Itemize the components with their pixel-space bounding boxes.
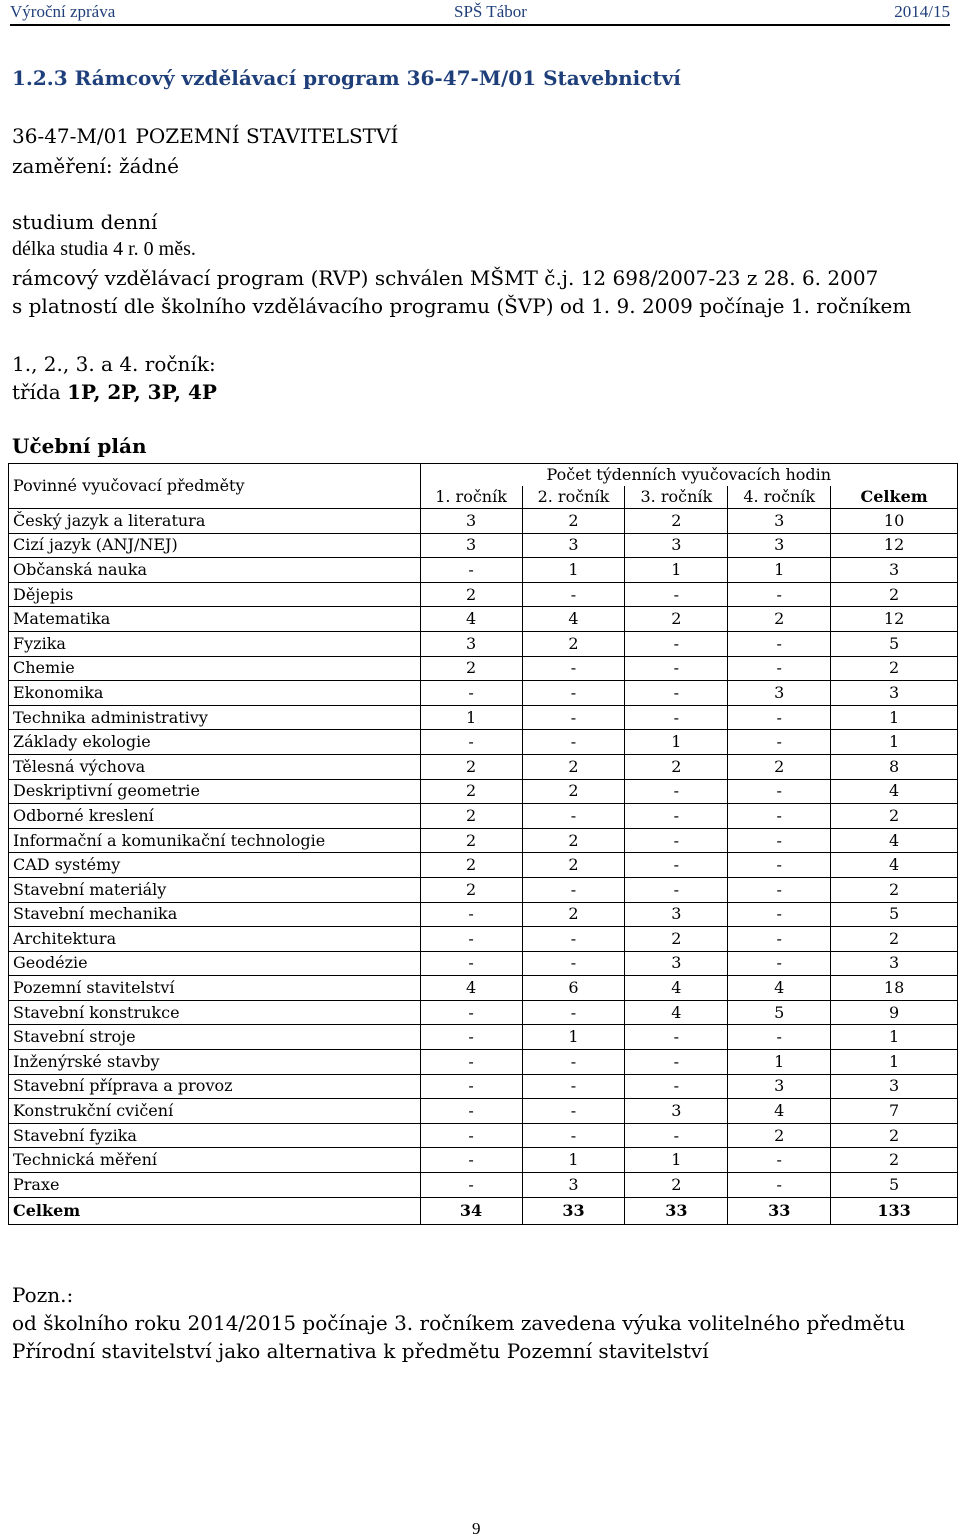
hours-cell: - (522, 705, 625, 730)
hours-cell: - (420, 902, 522, 927)
note-line-2: Přírodní stavitelství jako alternativa k předmětu Pozemní stavitelství (12, 1339, 709, 1363)
subject-cell: Odborné kreslení (9, 804, 421, 829)
hours-cell: - (728, 1173, 831, 1198)
section-heading: 1.2.3 Rámcový vzdělávací program 36-47-M/01 Stavebnictví (12, 66, 681, 90)
total-cell: 1 (831, 730, 958, 755)
svp-validity: s platností dle školního vzdělávacího programu (ŠVP) od 1. 9. 2009 počínaje 1. ročníkem (12, 294, 912, 318)
table-row (9, 804, 958, 829)
subject-cell: Architektura (9, 927, 421, 952)
hours-cell: 2 (728, 754, 831, 779)
hours-cell: 2 (420, 828, 522, 853)
table-row (9, 902, 958, 927)
table-row (9, 1148, 958, 1173)
hours-cell: - (420, 558, 522, 583)
total-cell: 2 (831, 804, 958, 829)
hours-cell: - (728, 804, 831, 829)
hours-cell: 1 (420, 705, 522, 730)
hours-cell: - (728, 582, 831, 607)
hours-cell: 3 (625, 902, 728, 927)
table-row (9, 779, 958, 804)
hours-cell: 3 (625, 1099, 728, 1124)
subject-cell: Matematika (9, 607, 421, 632)
hours-cell: 2 (625, 754, 728, 779)
hours-cell: - (522, 582, 625, 607)
rvp-approval: rámcový vzdělávací program (RVP) schválen MŠMT č.j. 12 698/2007-23 z 28. 6. 2007 (12, 266, 879, 290)
table-row (9, 607, 958, 632)
table-row (9, 558, 958, 583)
study-form: studium denní (12, 210, 158, 234)
hours-cell: 2 (625, 509, 728, 534)
subject-cell: Deskriptivní geometrie (9, 779, 421, 804)
hours-cell: - (420, 1099, 522, 1124)
note-line-1: od školního roku 2014/2015 počínaje 3. ročníkem zavedena výuka volitelného předmětu (12, 1311, 906, 1335)
hours-cell: 2 (522, 828, 625, 853)
hours-cell: - (625, 1025, 728, 1050)
classes-line (12, 380, 217, 404)
hours-cell: - (625, 779, 728, 804)
year-2-header: 2. ročník (522, 486, 625, 509)
hours-cell: 33 (625, 1197, 728, 1224)
hours-column-group-header: Počet týdenních vyučovacích hodin (420, 464, 957, 487)
total-cell: 12 (831, 533, 958, 558)
running-header (10, 0, 950, 26)
table-row (9, 631, 958, 656)
hours-cell: 3 (522, 1173, 625, 1198)
hours-cell: - (522, 804, 625, 829)
hours-cell: 3 (728, 681, 831, 706)
total-cell: 3 (831, 1074, 958, 1099)
years-label: 1., 2., 3. a 4. ročník: (12, 352, 216, 376)
hours-cell: 4 (728, 1099, 831, 1124)
hours-cell: 3 (420, 631, 522, 656)
hours-cell: - (728, 877, 831, 902)
hours-cell: - (420, 730, 522, 755)
hours-cell: - (728, 779, 831, 804)
hours-cell: - (728, 1148, 831, 1173)
total-cell: 5 (831, 631, 958, 656)
total-cell: 7 (831, 1099, 958, 1124)
hours-cell: 1 (625, 558, 728, 583)
hours-cell: - (420, 1074, 522, 1099)
hours-cell: 3 (625, 951, 728, 976)
subject-cell: Technika administrativy (9, 705, 421, 730)
hours-cell: 2 (420, 656, 522, 681)
total-cell: 133 (831, 1197, 958, 1224)
hours-cell: - (420, 681, 522, 706)
year-3-header: 3. ročník (625, 486, 728, 509)
hours-cell: - (728, 927, 831, 952)
hours-cell: - (728, 705, 831, 730)
hours-cell: 2 (420, 779, 522, 804)
total-cell: 2 (831, 656, 958, 681)
program-focus: zaměření: žádné (12, 154, 180, 178)
program-name: 36-47-M/01 POZEMNÍ STAVITELSTVÍ (12, 124, 399, 148)
subject-cell: Ekonomika (9, 681, 421, 706)
classes-list: 1P, 2P, 3P, 4P (67, 380, 217, 404)
table-row (9, 533, 958, 558)
hours-cell: 33 (728, 1197, 831, 1224)
page-number: 9 (472, 1519, 481, 1538)
total-cell: 2 (831, 582, 958, 607)
table-row (9, 951, 958, 976)
hours-cell: 3 (728, 509, 831, 534)
hours-cell: - (420, 1123, 522, 1148)
subject-cell: Dějepis (9, 582, 421, 607)
hours-cell: 1 (625, 1148, 728, 1173)
hours-cell: - (625, 828, 728, 853)
subject-cell: Stavební stroje (9, 1025, 421, 1050)
table-body (9, 509, 958, 1225)
total-cell: 12 (831, 607, 958, 632)
table-row (9, 1123, 958, 1148)
hours-cell: 2 (522, 902, 625, 927)
total-cell: 9 (831, 1000, 958, 1025)
hours-cell: - (522, 1000, 625, 1025)
hours-cell: 2 (420, 582, 522, 607)
hours-cell: 34 (420, 1197, 522, 1224)
table-row (9, 509, 958, 534)
hours-cell: 1 (522, 558, 625, 583)
hours-cell: 4 (625, 976, 728, 1001)
hours-cell: 3 (420, 533, 522, 558)
total-cell: 2 (831, 1123, 958, 1148)
total-cell: 10 (831, 509, 958, 534)
hours-cell: 4 (728, 976, 831, 1001)
hours-cell: - (522, 1123, 625, 1148)
total-cell: 4 (831, 828, 958, 853)
hours-cell: 2 (522, 754, 625, 779)
hours-cell: - (625, 656, 728, 681)
hours-cell: 3 (420, 509, 522, 534)
hours-cell: 1 (728, 558, 831, 583)
header-school-name: SPŠ Tábor (454, 2, 527, 21)
hours-cell: - (728, 828, 831, 853)
subject-cell: Stavební příprava a provoz (9, 1074, 421, 1099)
hours-cell: - (522, 927, 625, 952)
subject-cell: Stavební materiály (9, 877, 421, 902)
total-cell: 1 (831, 705, 958, 730)
total-cell: 2 (831, 877, 958, 902)
subject-cell: Český jazyk a literatura (9, 509, 421, 534)
hours-cell: 33 (522, 1197, 625, 1224)
total-cell: 1 (831, 1025, 958, 1050)
hours-cell: 5 (728, 1000, 831, 1025)
year-1-header: 1. ročník (420, 486, 522, 509)
subject-cell: Stavební fyzika (9, 1123, 421, 1148)
hours-cell: - (728, 730, 831, 755)
hours-cell: - (522, 730, 625, 755)
total-cell: 2 (831, 1148, 958, 1173)
table-sum-row (9, 1197, 958, 1224)
hours-cell: - (625, 582, 728, 607)
total-cell: 8 (831, 754, 958, 779)
hours-cell: 3 (522, 533, 625, 558)
total-cell: 5 (831, 902, 958, 927)
plan-title: Učební plán (12, 434, 147, 458)
table-row (9, 1099, 958, 1124)
subject-cell: Základy ekologie (9, 730, 421, 755)
hours-cell: - (420, 951, 522, 976)
hours-cell: 2 (522, 631, 625, 656)
hours-cell: 4 (420, 976, 522, 1001)
hours-cell: 4 (420, 607, 522, 632)
hours-cell: 1 (728, 1050, 831, 1075)
hours-cell: - (728, 631, 831, 656)
hours-cell: - (522, 951, 625, 976)
hours-cell: - (522, 1050, 625, 1075)
table-row (9, 927, 958, 952)
hours-cell: 3 (728, 1074, 831, 1099)
subject-cell: Geodézie (9, 951, 421, 976)
hours-cell: - (625, 1050, 728, 1075)
hours-cell: 2 (522, 779, 625, 804)
hours-cell: 2 (420, 804, 522, 829)
hours-cell: 2 (420, 754, 522, 779)
subject-cell: Konstrukční cvičení (9, 1099, 421, 1124)
hours-cell: - (420, 927, 522, 952)
subject-cell: Pozemní stavitelství (9, 976, 421, 1001)
total-cell: 3 (831, 558, 958, 583)
hours-cell: 1 (522, 1025, 625, 1050)
hours-cell: - (420, 1148, 522, 1173)
total-cell: 1 (831, 1050, 958, 1075)
hours-cell: 4 (625, 1000, 728, 1025)
table-row (9, 705, 958, 730)
table-row (9, 582, 958, 607)
year-4-header: 4. ročník (728, 486, 831, 509)
hours-cell: - (625, 1074, 728, 1099)
hours-cell: - (625, 681, 728, 706)
subject-cell: Fyzika (9, 631, 421, 656)
table-row (9, 877, 958, 902)
subject-cell: CAD systémy (9, 853, 421, 878)
hours-cell: 4 (522, 607, 625, 632)
table-row (9, 681, 958, 706)
table-row (9, 730, 958, 755)
hours-cell: - (522, 656, 625, 681)
hours-cell: - (420, 1050, 522, 1075)
subject-column-header: Povinné vyučovací předměty (9, 464, 421, 509)
subject-cell: Inženýrské stavby (9, 1050, 421, 1075)
hours-cell: 2 (625, 927, 728, 952)
hours-cell: - (728, 902, 831, 927)
hours-cell: - (420, 1173, 522, 1198)
subject-cell: Tělesná výchova (9, 754, 421, 779)
header-school-year: 2014/15 (894, 2, 950, 21)
hours-cell: 2 (728, 607, 831, 632)
note-title: Pozn.: (12, 1283, 74, 1307)
table-row (9, 828, 958, 853)
classes-prefix: třída (12, 380, 68, 404)
table-row (9, 754, 958, 779)
hours-cell: 1 (522, 1148, 625, 1173)
header-report-title: Výroční zpráva (10, 2, 116, 21)
total-cell: 3 (831, 681, 958, 706)
table-row (9, 1173, 958, 1198)
total-cell: 18 (831, 976, 958, 1001)
subject-cell: Praxe (9, 1173, 421, 1198)
hours-cell: 2 (625, 1173, 728, 1198)
total-cell: 3 (831, 951, 958, 976)
hours-cell: - (420, 1000, 522, 1025)
total-cell: 5 (831, 1173, 958, 1198)
hours-cell: 6 (522, 976, 625, 1001)
hours-cell: - (625, 804, 728, 829)
subject-cell: Celkem (9, 1197, 421, 1224)
hours-cell: - (728, 853, 831, 878)
table-row (9, 1000, 958, 1025)
hours-cell: - (522, 877, 625, 902)
table-header-row-1 (9, 464, 958, 487)
subject-cell: Chemie (9, 656, 421, 681)
hours-cell: 2 (728, 1123, 831, 1148)
hours-cell: - (625, 853, 728, 878)
hours-cell: - (625, 631, 728, 656)
hours-cell: - (728, 656, 831, 681)
table-row (9, 1025, 958, 1050)
table-row (9, 1050, 958, 1075)
subject-cell: Cizí jazyk (ANJ/NEJ) (9, 533, 421, 558)
hours-cell: - (625, 705, 728, 730)
total-cell: 4 (831, 779, 958, 804)
hours-cell: - (625, 1123, 728, 1148)
hours-cell: - (420, 1025, 522, 1050)
hours-cell: - (728, 951, 831, 976)
table-row (9, 853, 958, 878)
hours-cell: - (728, 1025, 831, 1050)
subject-cell: Stavební konstrukce (9, 1000, 421, 1025)
study-duration: délka studia 4 r. 0 měs. (12, 238, 196, 260)
hours-cell: 1 (625, 730, 728, 755)
hours-cell: 3 (625, 533, 728, 558)
hours-cell: - (625, 877, 728, 902)
hours-cell: 2 (522, 509, 625, 534)
hours-cell: 3 (728, 533, 831, 558)
subject-cell: Technická měření (9, 1148, 421, 1173)
subject-cell: Stavební mechanika (9, 902, 421, 927)
total-cell: 2 (831, 927, 958, 952)
table-row (9, 1074, 958, 1099)
hours-cell: 2 (522, 853, 625, 878)
hours-cell: 2 (420, 877, 522, 902)
table-row (9, 976, 958, 1001)
total-column-header: Celkem (831, 486, 958, 509)
table-row (9, 656, 958, 681)
hours-cell: - (522, 1074, 625, 1099)
subject-cell: Občanská nauka (9, 558, 421, 583)
hours-cell: - (522, 681, 625, 706)
subject-cell: Informační a komunikační technologie (9, 828, 421, 853)
hours-cell: 2 (420, 853, 522, 878)
hours-cell: - (522, 1099, 625, 1124)
study-plan-table (8, 463, 958, 1225)
total-cell: 4 (831, 853, 958, 878)
hours-cell: 2 (625, 607, 728, 632)
